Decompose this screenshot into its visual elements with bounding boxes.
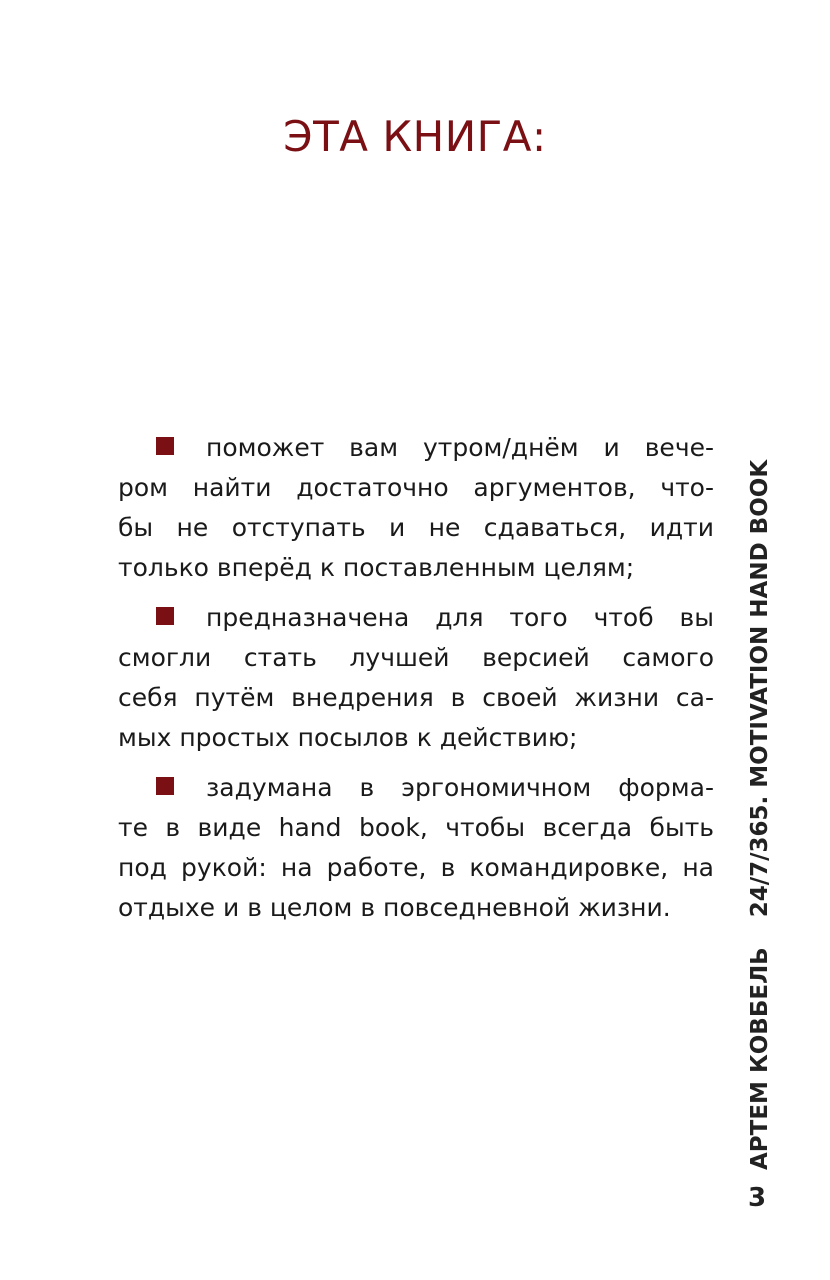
- text-line: смогли стать лучшей версией самого: [118, 643, 714, 672]
- list-item: [118, 768, 714, 928]
- text-line: отдыхе и в целом в повседневной жизни.: [118, 893, 671, 922]
- author-name: АРТЕМ КОВБЕЛЬ: [747, 947, 773, 1170]
- list-item: [118, 598, 714, 758]
- page-number: 3: [748, 1183, 767, 1213]
- running-header: [746, 420, 774, 1170]
- text-line: те в виде hand book, чтобы всегда быть: [118, 813, 714, 842]
- text-line: задумана в эргономичном форма-: [118, 768, 714, 808]
- square-bullet-icon: [156, 777, 174, 795]
- text-line: ром найти достаточно аргументов, что-: [118, 473, 714, 502]
- bullet-list: [118, 428, 714, 938]
- text-line: бы не отступать и не сдаваться, идти: [118, 513, 714, 542]
- text-line: под рукой: на работе, в командировке, на: [118, 853, 714, 882]
- text-line: поможет вам утром/днём и вече-: [118, 428, 714, 468]
- text-line: только вперёд к поставленным целям;: [118, 553, 635, 582]
- page-heading: ЭТА КНИГА:: [283, 112, 547, 161]
- text-line: мых простых посылов к действию;: [118, 723, 578, 752]
- text-line: себя путём внедрения в своей жизни са-: [118, 683, 714, 712]
- square-bullet-icon: [156, 607, 174, 625]
- list-item: [118, 428, 714, 588]
- book-title: 24/7/365. MOTIVATION HAND BOOK: [747, 459, 773, 918]
- square-bullet-icon: [156, 437, 174, 455]
- text-line: предназначена для того чтоб вы: [118, 598, 714, 638]
